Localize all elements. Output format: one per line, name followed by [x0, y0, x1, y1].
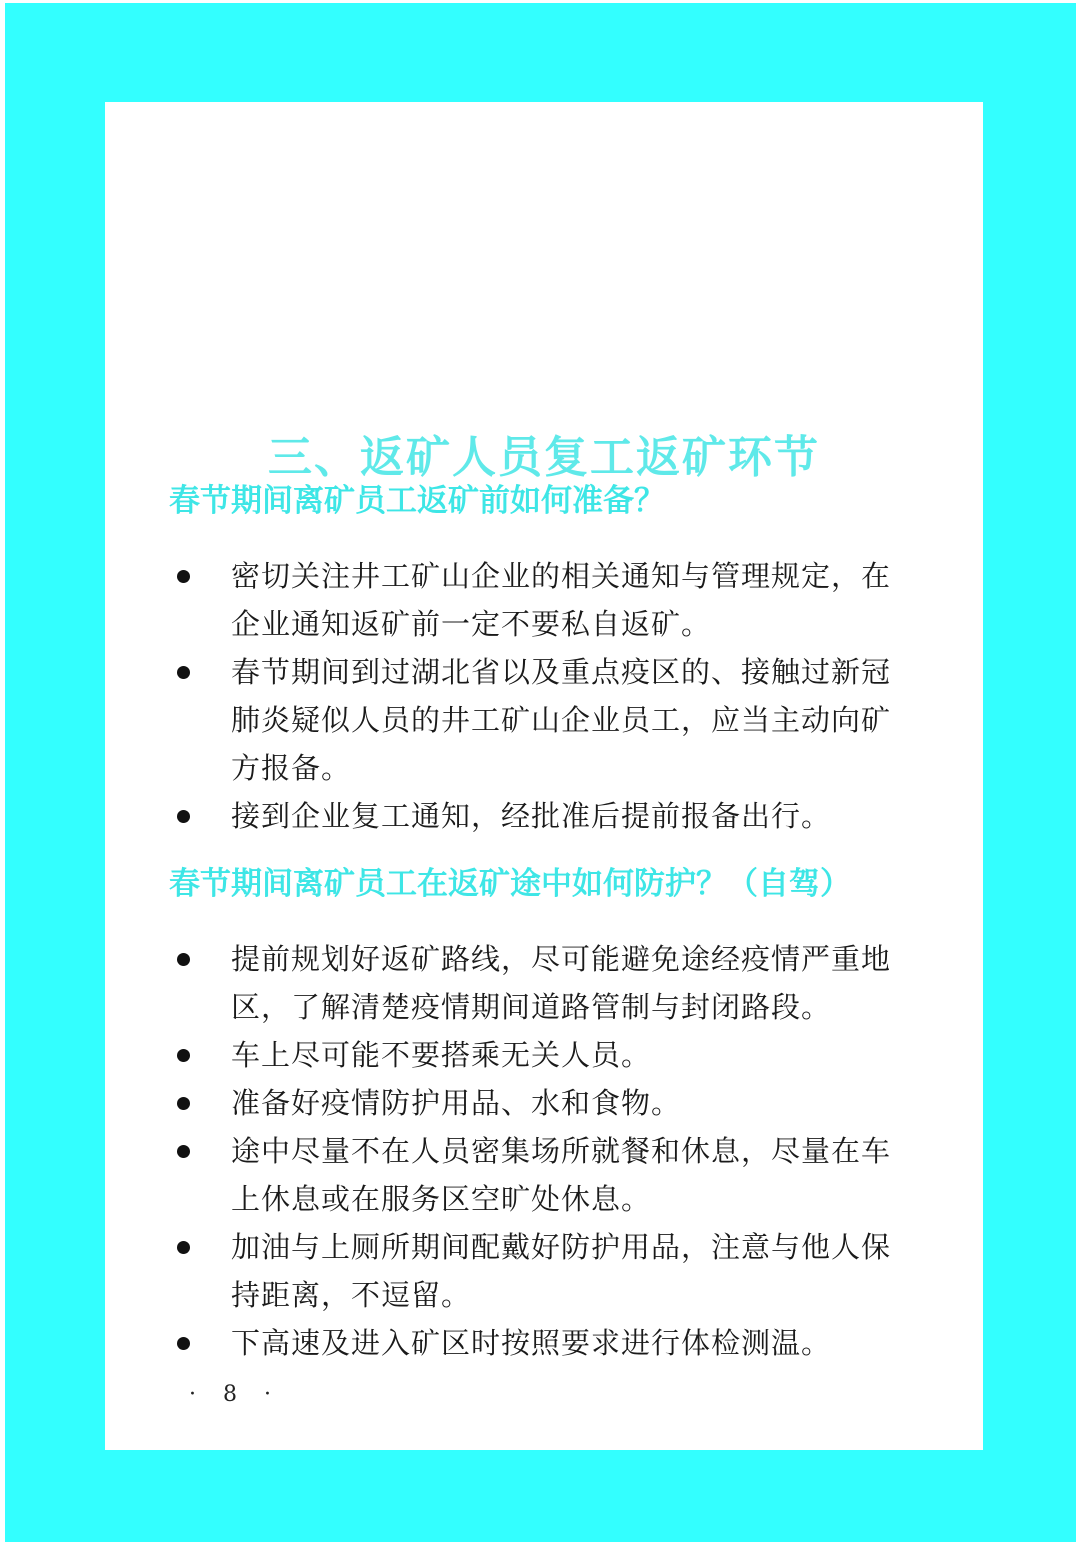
list-item-text: 提前规划好返矿路线，尽可能避免途经疫情严重地区，了解清楚疫情期间道路管制与封闭路段。 — [231, 942, 892, 1024]
list-item-text: 车上尽可能不要搭乘无关人员。 — [231, 1038, 652, 1072]
preparation-list — [169, 552, 909, 840]
section-heading-travel-protection: 春节期间离矿员工在返矿途中如何防护？（自驾） — [169, 866, 851, 902]
document-page — [105, 102, 983, 1450]
bullet-icon — [177, 1145, 190, 1158]
chapter-title: 三、返矿人员复工返矿环节 — [268, 432, 820, 483]
list-item-text: 准备好疫情防护用品、水和食物。 — [231, 1086, 682, 1120]
list-item — [169, 1223, 909, 1319]
list-item — [169, 552, 909, 648]
bullet-icon — [177, 1337, 190, 1350]
list-item-text: 春节期间到过湖北省以及重点疫区的、接触过新冠肺炎疑似人员的井工矿山企业员工，应当主动向矿方报备。 — [231, 655, 892, 785]
page-number: · 8 · — [189, 1382, 281, 1407]
page-border-frame — [5, 3, 1076, 1542]
list-item-text: 密切关注井工矿山企业的相关通知与管理规定，在企业通知返矿前一定不要私自返矿。 — [231, 559, 892, 641]
list-item — [169, 648, 909, 792]
list-item — [169, 792, 909, 840]
bullet-icon — [177, 666, 190, 679]
section-heading-preparation: 春节期间离矿员工返矿前如何准备？ — [169, 483, 665, 519]
list-item — [169, 1031, 909, 1079]
bullet-icon — [177, 1241, 190, 1254]
list-item — [169, 1319, 909, 1367]
list-item — [169, 935, 909, 1031]
travel-protection-list — [169, 935, 909, 1367]
bullet-icon — [177, 1097, 190, 1110]
bullet-icon — [177, 570, 190, 583]
list-item — [169, 1127, 909, 1223]
list-item-text: 途中尽量不在人员密集场所就餐和休息，尽量在车上休息或在服务区空旷处休息。 — [231, 1134, 892, 1216]
bullet-icon — [177, 953, 190, 966]
list-item — [169, 1079, 909, 1127]
bullet-icon — [177, 810, 190, 823]
list-item-text: 加油与上厕所期间配戴好防护用品，注意与他人保持距离，不逗留。 — [231, 1230, 892, 1312]
list-item-text: 下高速及进入矿区时按照要求进行体检测温。 — [231, 1326, 832, 1360]
bullet-icon — [177, 1049, 190, 1062]
list-item-text: 接到企业复工通知，经批准后提前报备出行。 — [231, 799, 832, 833]
